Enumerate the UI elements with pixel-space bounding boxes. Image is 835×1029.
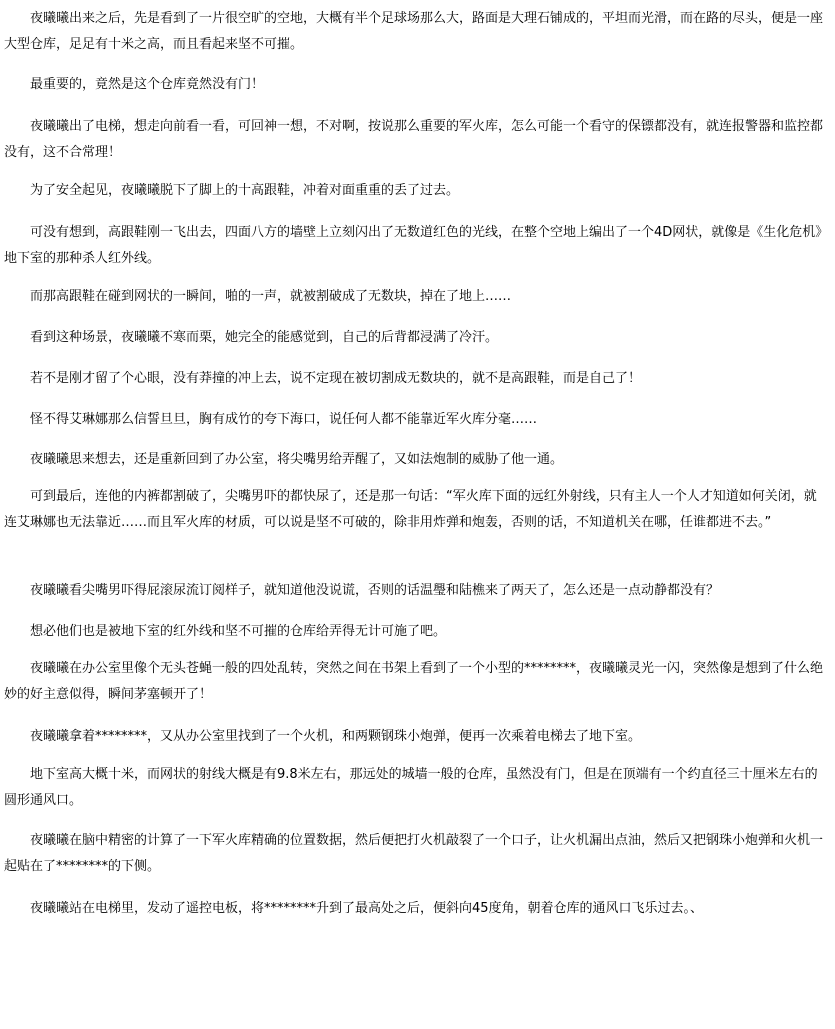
paragraph-8: 若不是刚才留了个心眼，没有莽撞的冲上去，说不定现在被切割成无数块的，就不是高跟鞋，而是自己了！ (30, 371, 642, 386)
paragraph-9: 怪不得艾琳娜那么信誓旦旦，胸有成竹的夸下海口，说任何人都不能靠近军火库分毫…… (30, 412, 538, 427)
paragraph-10: 夜曦曦思来想去，还是重新回到了办公室，将尖嘴男给弄醒了，又如法炮制的威胁了他一通。 (30, 452, 564, 467)
paragraph-3: 夜曦曦出了电梯，想走向前看一看，可回神一想，不对啊，按说那么重要的军火库，怎么可能一个看守的保镖都没有，就连报警器和监控都没有，这不合常理！ (4, 119, 824, 160)
paragraph-17: 夜曦曦在脑中精密的计算了一下军火库精确的位置数据，然后便把打火机敲裂了一个口子，让火机漏出点油，然后又把钢珠小炮弹和火机一起贴在了********的下侧。 (4, 833, 824, 874)
paragraph-15: 夜曦曦拿着********，又从办公室里找到了一个火机，和两颗钢珠小炮弹，便再一次乘着电梯去了地下室。 (30, 729, 642, 744)
paragraph-5: 可没有想到，高跟鞋刚一飞出去，四面八方的墙壁上立刻闪出了无数道红色的光线，在整个空地上编出了一个4D网状，就像是《生化危机》地下室的那种杀人红外线。 (4, 225, 822, 266)
paragraph-2: 最重要的，竟然是这个仓库竟然没有门！ (30, 77, 265, 92)
paragraph-7: 看到这种场景，夜曦曦不寒而栗，她完全的能感觉到，自己的后背都浸满了冷汗。 (30, 330, 499, 345)
paragraph-18: 夜曦曦站在电梯里，发动了遥控电板，将********升到了最高处之后，便斜向45度角，朝着仓库的通风口飞乐过去。、 (30, 901, 704, 916)
paragraph-12: 夜曦曦看尖嘴男吓得屁滚尿流订阅样子，就知道他没说谎，否则的话温璺和陆樵来了两天了，怎么还是一点动静都没有？ (30, 583, 720, 598)
paragraph-11: 可到最后，连他的内裤都割破了，尖嘴男吓的都快尿了，还是那一句话：“军火库下面的远红外射线，只有主人一个人才知道如何关闭，就连艾琳娜也无法靠近……而且军火库的材质，可以说是坚不可破的，除非用炸弹和炮轰，否则的话，不知道机关在哪，任谁都进不去。” (4, 489, 817, 530)
paragraph-6: 而那高跟鞋在碰到网状的一瞬间，啪的一声，就被割破成了无数块，掉在了地上…… (30, 289, 512, 304)
paragraph-16: 地下室高大概十米，而网状的射线大概是有9.8米左右，那远处的城墙一般的仓库，虽然没有门，但是在顶端有一个约直径三十厘米左右的圆形通风口。 (4, 767, 818, 808)
paragraph-14: 夜曦曦在办公室里像个无头苍蝇一般的四处乱转，突然之间在书架上看到了一个小型的********，夜曦曦灵光一闪，突然像是想到了什么绝妙的好主意似得，瞬间茅塞顿开了！ (4, 661, 824, 702)
paragraph-4: 为了安全起见，夜曦曦脱下了脚上的十高跟鞋，冲着对面重重的丢了过去。 (30, 183, 460, 198)
paragraph-1: 夜曦曦出来之后，先是看到了一片很空旷的空地，大概有半个足球场那么大，路面是大理石铺成的，平坦而光滑，而在路的尽头，便是一座大型仓库，足足有十米之高，而且看起来坚不可摧。 (4, 11, 824, 52)
paragraph-13: 想必他们也是被地下室的红外线和坚不可摧的仓库给弄得无计可施了吧。 (30, 624, 447, 639)
